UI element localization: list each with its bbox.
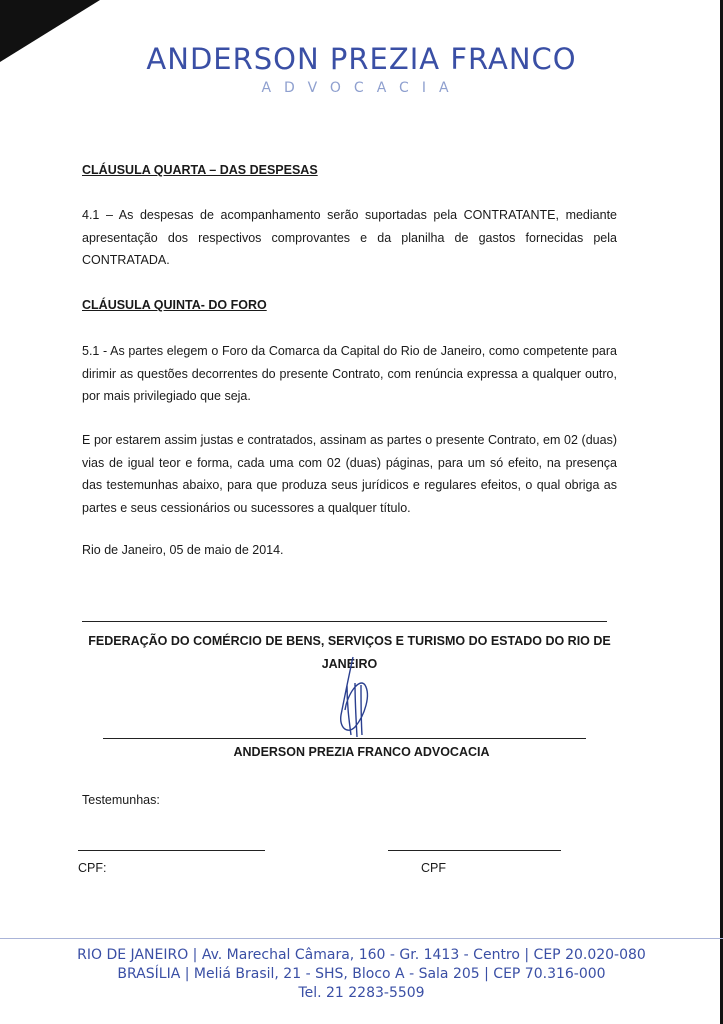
document-date: Rio de Janeiro, 05 de maio de 2014. [82, 543, 284, 557]
witness-cpf-left: CPF: [78, 861, 107, 875]
witness-line-right [388, 850, 561, 851]
witnesses-label: Testemunhas: [82, 793, 160, 807]
footer-address-rio: RIO DE JANEIRO | Av. Marechal Câmara, 160 - Gr. 1413 - Centro | CEP 20.020-080 [77, 947, 646, 963]
footer-divider [0, 938, 723, 939]
handwritten-signature [325, 655, 385, 745]
clause-5-text: 5.1 - As partes elegem o Foro da Comarca da Capital do Rio de Janeiro, como competente para dirimir as questões decorrentes do presente Contrato, com renúncia expressa a qualquer outro, por mais privilegiado que seja. [82, 344, 617, 403]
clause-4-heading: CLÁUSULA QUARTA – DAS DESPESAS [82, 163, 318, 177]
witness-cpf-right: CPF [421, 861, 446, 875]
clause-4-text: 4.1 – As despesas de acompanhamento serão suportadas pela CONTRATANTE, mediante apresentação dos respectivos comprovantes e da planilha de gastos fornecidas pela CONTRATADA. [82, 208, 617, 267]
clause-5-heading: CLÁUSULA QUINTA- DO FORO [82, 298, 267, 312]
firm-signatory: ANDERSON PREZIA FRANCO ADVOCACIA [233, 745, 490, 759]
witness-line-left [78, 850, 265, 851]
letterhead-subtitle: ADVOCACIA [261, 80, 462, 96]
footer-phone: Tel. 21 2283-5509 [298, 985, 425, 1001]
signature-line-federation [82, 621, 607, 622]
footer-address-brasilia: BRASÍLIA | Meliá Brasil, 21 - SHS, Bloco A - Sala 205 | CEP 70.316-000 [117, 966, 606, 982]
federation-signatory: FEDERAÇÃO DO COMÉRCIO DE BENS, SERVIÇOS E TURISMO DO ESTADO DO RIO DE JANEIRO [88, 634, 611, 671]
letterhead-name: ANDERSON PREZIA FRANCO [146, 42, 577, 76]
signature-line-firm [103, 738, 586, 739]
closing-paragraph: E por estarem assim justas e contratados, assinam as partes o presente Contrato, em 02 (duas) vias de igual teor e forma, cada uma com 02 (duas) páginas, para um só efeito, na presença das testemunhas abaixo, para que produza seus jurídicos e regulares efeitos, o qual obriga as partes e seus cessionários ou sucessores a qualquer título. [82, 433, 617, 515]
